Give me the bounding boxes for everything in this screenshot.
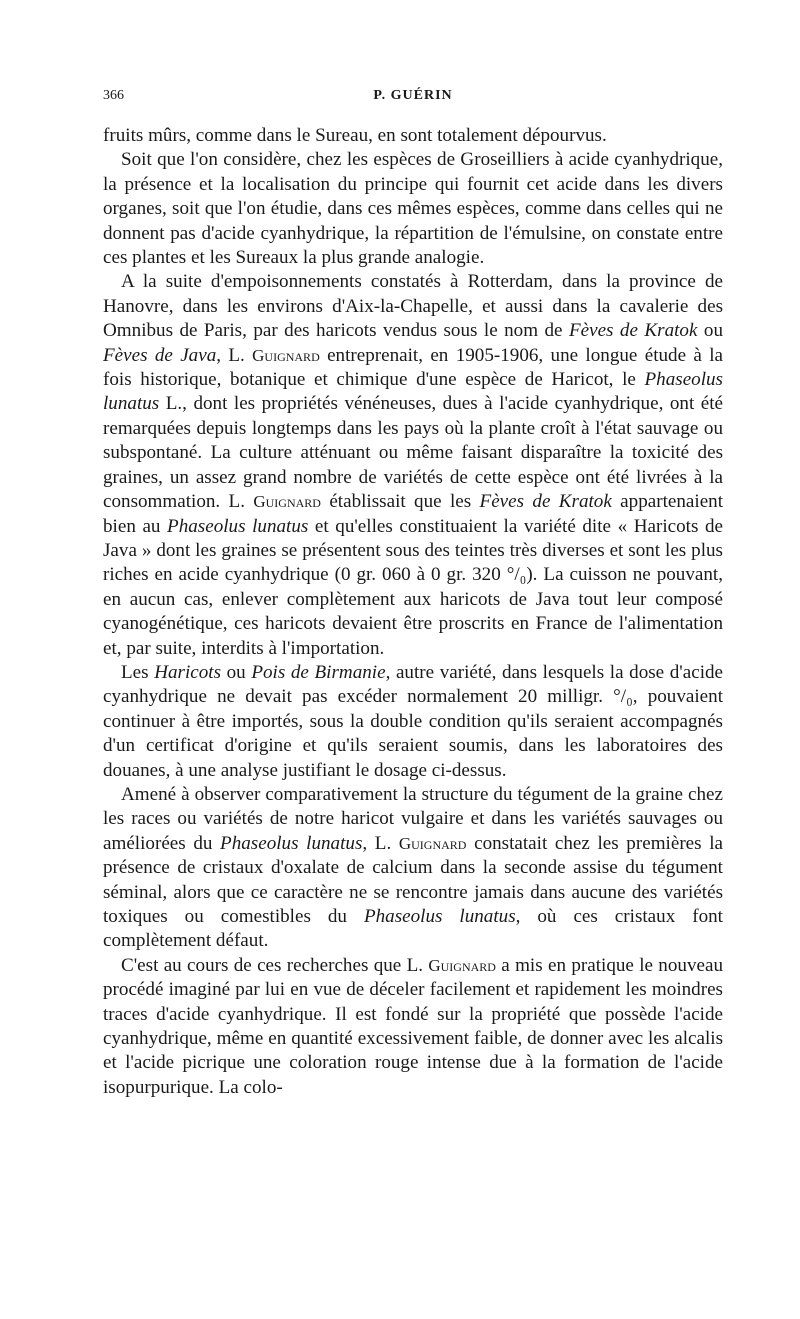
text-run: ou xyxy=(697,320,723,342)
text-run: , autre variété, dans lesquels la dose d'acide cyanhydrique ne devait pas excéder normalement 20 milligr. xyxy=(103,661,724,708)
author-name: Guignard xyxy=(253,492,321,512)
italic-term: Fèves de Java xyxy=(103,344,217,366)
paragraph: fruits mûrs, comme dans le Sureau, en sont totalement dépourvus. xyxy=(103,125,607,146)
text-run: , L. xyxy=(362,832,399,854)
italic-term: Phaseolus lunatus xyxy=(363,906,516,927)
text-run: Les xyxy=(121,661,155,683)
text-run: C'est au cours de ces recherches que L. xyxy=(121,954,429,976)
paragraph xyxy=(103,954,723,1100)
page-header xyxy=(103,88,723,110)
author-name: Guignard xyxy=(428,955,496,975)
paragraph: Soit que l'on considère, chez les espèces de Groseilliers à acide cyanhydrique, la présence et la localisation du principe qui fournit cet acide dans les divers organes, soit que l'on étudie, dans ces mêmes espèces, comme dans celles qui ne donnent pas d'acide cyanhydrique, la répartition de l'émulsine, on constate entre ces plantes et les Sureaux la plus grande analogie. xyxy=(103,149,723,269)
body-text xyxy=(103,124,723,1100)
text-run: ou xyxy=(221,661,252,683)
italic-term: Phaseolus lunatus xyxy=(103,369,723,415)
paragraph xyxy=(103,270,723,661)
text-run: , L. xyxy=(216,344,253,366)
text-run: , où ces cristaux font complètement défaut. xyxy=(103,906,723,952)
running-head: P. GUÉRIN xyxy=(373,88,453,103)
paragraph xyxy=(103,661,723,783)
italic-term: Pois de Birmanie xyxy=(251,661,386,683)
text-run: constatait chez les premières la présence de cristaux d'oxalate de calcium dans la seconde assise du tégument séminal, alors que ce caractère ne se rencontre jamais dans aucune des variétés toxiques ou comestibles du xyxy=(103,832,723,927)
text-run: et qu'elles constituaient la variété dite « Haricots de Java » dont les graines se présentent sous des teintes très diverses et sont les plus riches en acide cyanhydrique (0 gr. 060 à 0 gr. 320 xyxy=(103,515,723,586)
per-mille-sign: °/₀ xyxy=(506,564,527,586)
text-run: a mis en pratique le nouveau procédé imaginé par lui en vue de déceler facilement et rapidement les moindres traces d'acide cyanhydrique. Il est fondé sur la propriété que possède l'acide cyanhydrique, même en quantité excessivement faible, de donner avec les alcalis et l'acide picrique une coloration rouge intense due à la formation de l'acide isopurpurique. La colo- xyxy=(103,954,723,1098)
italic-term: Fèves de Kratok xyxy=(568,320,698,342)
text-run: L., dont les propriétés vénéneuses, dues à l'acide cyanhydrique, ont été remarquées depuis longtemps dans les pays où la plante croît à l'état sauvage ou subspontané. La culture atténuant ou même faisant disparaître la toxicité des graines, un assez grand nombre de variétés de cette espèce ont été livrées à la consommation. L. xyxy=(103,393,723,513)
text-run: appartenaient bien au xyxy=(103,491,724,537)
author-name: Guignard xyxy=(398,833,467,853)
italic-term: Haricots xyxy=(154,661,222,683)
author-name: Guignard xyxy=(252,345,320,365)
paragraph xyxy=(103,783,723,954)
page-number: 366 xyxy=(103,88,124,103)
page xyxy=(103,88,723,1100)
text-run: ). La cuisson ne pouvant, en aucun cas, enlever complètement aux haricots de Java tout leur composé cyanogénétique, ces haricots devaient être proscrits en France de l'alimentation et, par suite, interdits à l'importation. xyxy=(103,564,723,659)
text-run: établissait que les xyxy=(320,491,480,513)
italic-term: Phaseolus lunatus xyxy=(220,832,363,854)
text-run: , pouvaient continuer à être importés, sous la double condition qu'ils seraient accompagnés d'un certificat d'origine et qu'ils seraient soumis, dans les laboratoires des douanes, à une analyse justifiant le dosage ci-dessus. xyxy=(103,686,724,781)
italic-term: Fèves de Kratok xyxy=(479,491,612,513)
text-run: A la suite d'empoisonnements constatés à Rotterdam, dans la province de Hanovre, dans les environs d'Aix-la-Chapelle, et aussi dans la cavalerie des Omnibus de Paris, par des haricots vendus sous le nom de xyxy=(103,271,723,342)
italic-term: Phaseolus lunatus xyxy=(167,515,309,537)
per-mille-sign: °/₀ xyxy=(613,686,633,708)
text-run: entreprenait, en 1905-1906, une longue étude à la fois historique, botanique et chimique d'une espèce de Haricot, le xyxy=(103,344,723,391)
text-run: Amené à observer comparativement la structure du tégument de la graine chez les races ou variétés de notre haricot vulgaire et dans les variétés sauvages ou améliorées du xyxy=(103,783,723,854)
